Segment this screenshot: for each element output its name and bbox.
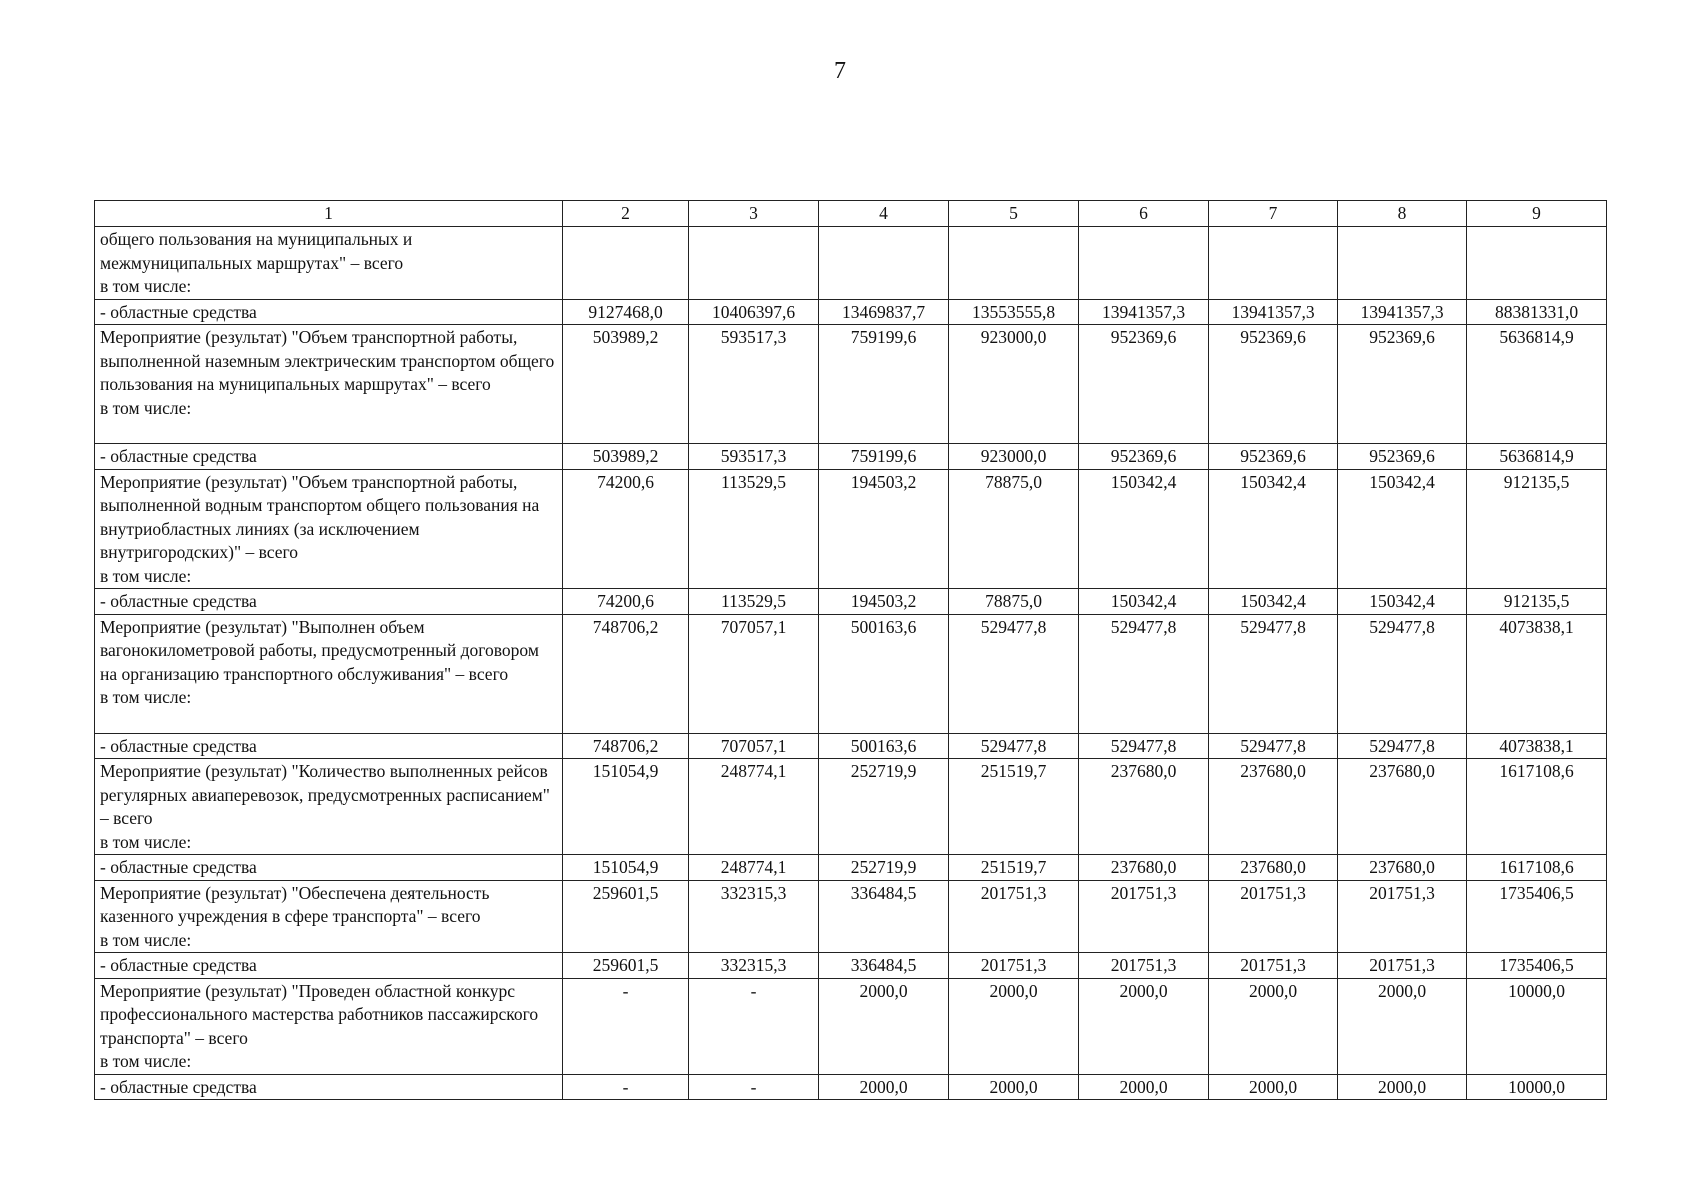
value-cell: 952369,6 [1079, 444, 1209, 470]
table-row-measure [95, 880, 1607, 953]
table-row-measure [95, 469, 1607, 589]
value-cell: 237680,0 [1338, 759, 1467, 855]
column-header: 9 [1467, 201, 1607, 227]
column-header: 5 [949, 201, 1079, 227]
value-cell [949, 227, 1079, 300]
value-cell: 912135,5 [1467, 589, 1607, 615]
value-cell: 952369,6 [1338, 444, 1467, 470]
value-cell: 529477,8 [949, 614, 1079, 733]
value-cell: 529477,8 [1209, 733, 1338, 759]
table-row-measure [95, 978, 1607, 1074]
value-cell: 503989,2 [563, 444, 689, 470]
value-cell: 201751,3 [1338, 880, 1467, 953]
value-cell [1467, 227, 1607, 300]
value-cell: 150342,4 [1209, 589, 1338, 615]
value-cell: 237680,0 [1209, 759, 1338, 855]
value-cell: 593517,3 [689, 325, 819, 444]
value-cell: 78875,0 [949, 589, 1079, 615]
value-cell: 707057,1 [689, 733, 819, 759]
value-cell: - [689, 978, 819, 1074]
table-row-regional-funds [95, 855, 1607, 881]
value-cell [819, 227, 949, 300]
value-cell: - [563, 1074, 689, 1100]
value-cell: 74200,6 [563, 469, 689, 589]
value-cell: 201751,3 [1209, 953, 1338, 979]
value-cell: 748706,2 [563, 733, 689, 759]
value-cell: 759199,6 [819, 444, 949, 470]
value-cell: 9127468,0 [563, 299, 689, 325]
value-cell: 1735406,5 [1467, 880, 1607, 953]
row-description: Мероприятие (результат) "Количество выполненных рейсов регулярных авиаперевозок, предусмотренных расписанием" – всего в том числе: [95, 759, 563, 855]
value-cell: 332315,3 [689, 953, 819, 979]
value-cell: 2000,0 [1209, 1074, 1338, 1100]
value-cell: 923000,0 [949, 325, 1079, 444]
value-cell: 529477,8 [949, 733, 1079, 759]
table-row-regional-funds [95, 299, 1607, 325]
value-cell: 5636814,9 [1467, 444, 1607, 470]
table-row-regional-funds [95, 589, 1607, 615]
value-cell: 201751,3 [1079, 953, 1209, 979]
table-row-regional-funds [95, 1074, 1607, 1100]
value-cell: 13553555,8 [949, 299, 1079, 325]
value-cell: 332315,3 [689, 880, 819, 953]
column-header: 3 [689, 201, 819, 227]
value-cell: 237680,0 [1338, 855, 1467, 881]
value-cell: 259601,5 [563, 953, 689, 979]
value-cell: 1617108,6 [1467, 855, 1607, 881]
value-cell: 2000,0 [949, 978, 1079, 1074]
value-cell: - [689, 1074, 819, 1100]
value-cell: 194503,2 [819, 589, 949, 615]
value-cell: 201751,3 [949, 880, 1079, 953]
column-header: 4 [819, 201, 949, 227]
value-cell: 2000,0 [819, 978, 949, 1074]
value-cell: 2000,0 [1338, 978, 1467, 1074]
value-cell: 529477,8 [1338, 733, 1467, 759]
value-cell: 707057,1 [689, 614, 819, 733]
value-cell: 503989,2 [563, 325, 689, 444]
value-cell: 10000,0 [1467, 1074, 1607, 1100]
value-cell: 113529,5 [689, 469, 819, 589]
column-header: 7 [1209, 201, 1338, 227]
value-cell: 500163,6 [819, 733, 949, 759]
table-row-regional-funds [95, 953, 1607, 979]
page-number: 7 [834, 58, 846, 84]
value-cell: 252719,9 [819, 855, 949, 881]
value-cell: 113529,5 [689, 589, 819, 615]
value-cell: 150342,4 [1338, 589, 1467, 615]
row-description: общего пользования на муниципальных и межмуниципальных маршрутах" – всего в том числе: [95, 227, 563, 300]
value-cell: 4073838,1 [1467, 733, 1607, 759]
value-cell: 1617108,6 [1467, 759, 1607, 855]
value-cell: 150342,4 [1209, 469, 1338, 589]
value-cell: 248774,1 [689, 759, 819, 855]
value-cell [1209, 227, 1338, 300]
column-header: 6 [1079, 201, 1209, 227]
value-cell: 748706,2 [563, 614, 689, 733]
value-cell: 151054,9 [563, 759, 689, 855]
column-header: 8 [1338, 201, 1467, 227]
value-cell: 259601,5 [563, 880, 689, 953]
value-cell: 952369,6 [1209, 325, 1338, 444]
value-cell: 2000,0 [949, 1074, 1079, 1100]
value-cell: 529477,8 [1338, 614, 1467, 733]
value-cell: 336484,5 [819, 953, 949, 979]
row-description: - областные средства [95, 299, 563, 325]
value-cell: 13469837,7 [819, 299, 949, 325]
value-cell [1079, 227, 1209, 300]
value-cell [689, 227, 819, 300]
value-cell: 201751,3 [1338, 953, 1467, 979]
table-row-measure [95, 227, 1607, 300]
value-cell: 251519,7 [949, 759, 1079, 855]
row-description: - областные средства [95, 589, 563, 615]
value-cell [1338, 227, 1467, 300]
value-cell: 5636814,9 [1467, 325, 1607, 444]
value-cell: 593517,3 [689, 444, 819, 470]
value-cell: 201751,3 [1079, 880, 1209, 953]
value-cell: 759199,6 [819, 325, 949, 444]
row-description: Мероприятие (результат) "Объем транспортной работы, выполненной водным транспортом общего пользования на внутриобластных линиях (за исключением внутригородских)" – всего в том числе: [95, 469, 563, 589]
value-cell: 88381331,0 [1467, 299, 1607, 325]
value-cell: 10406397,6 [689, 299, 819, 325]
value-cell: 2000,0 [1079, 978, 1209, 1074]
value-cell: 13941357,3 [1338, 299, 1467, 325]
table-header-row [95, 201, 1607, 227]
value-cell: 237680,0 [1209, 855, 1338, 881]
table-row-regional-funds [95, 444, 1607, 470]
table-row-measure [95, 759, 1607, 855]
value-cell: 2000,0 [1209, 978, 1338, 1074]
value-cell: 2000,0 [819, 1074, 949, 1100]
value-cell: 952369,6 [1209, 444, 1338, 470]
value-cell: 529477,8 [1079, 733, 1209, 759]
value-cell: 13941357,3 [1209, 299, 1338, 325]
row-description: - областные средства [95, 1074, 563, 1100]
value-cell: 952369,6 [1079, 325, 1209, 444]
row-description: - областные средства [95, 953, 563, 979]
value-cell: 952369,6 [1338, 325, 1467, 444]
table-row-regional-funds [95, 733, 1607, 759]
budget-table [94, 200, 1607, 1100]
value-cell: 201751,3 [1209, 880, 1338, 953]
value-cell: 201751,3 [949, 953, 1079, 979]
value-cell: 237680,0 [1079, 855, 1209, 881]
value-cell: 194503,2 [819, 469, 949, 589]
value-cell: 2000,0 [1079, 1074, 1209, 1100]
value-cell: 151054,9 [563, 855, 689, 881]
value-cell [563, 227, 689, 300]
value-cell: 912135,5 [1467, 469, 1607, 589]
column-header: 2 [563, 201, 689, 227]
value-cell: 1735406,5 [1467, 953, 1607, 979]
value-cell: 529477,8 [1209, 614, 1338, 733]
row-description: Мероприятие (результат) "Объем транспортной работы, выполненной наземным электрическим транспортом общего пользования на муниципальных маршрутах" – всего в том числе: [95, 325, 563, 444]
row-description: Мероприятие (результат) "Обеспечена деятельность казенного учреждения в сфере транспорта" – всего в том числе: [95, 880, 563, 953]
value-cell: 4073838,1 [1467, 614, 1607, 733]
value-cell: 13941357,3 [1079, 299, 1209, 325]
value-cell: 336484,5 [819, 880, 949, 953]
value-cell: 923000,0 [949, 444, 1079, 470]
value-cell: 500163,6 [819, 614, 949, 733]
table-row-measure [95, 325, 1607, 444]
row-description: - областные средства [95, 444, 563, 470]
table-row-measure [95, 614, 1607, 733]
value-cell: 529477,8 [1079, 614, 1209, 733]
value-cell: 150342,4 [1079, 589, 1209, 615]
value-cell: 2000,0 [1338, 1074, 1467, 1100]
row-description: - областные средства [95, 855, 563, 881]
value-cell: 237680,0 [1079, 759, 1209, 855]
value-cell: - [563, 978, 689, 1074]
value-cell: 252719,9 [819, 759, 949, 855]
value-cell: 150342,4 [1079, 469, 1209, 589]
value-cell: 251519,7 [949, 855, 1079, 881]
row-description: Мероприятие (результат) "Проведен областной конкурс профессионального мастерства работников пассажирского транспорта" – всего в том числе: [95, 978, 563, 1074]
value-cell: 78875,0 [949, 469, 1079, 589]
row-description: Мероприятие (результат) "Выполнен объем вагонокилометровой работы, предусмотренный договором на организацию транспортного обслуживания" – всего в том числе: [95, 614, 563, 733]
value-cell: 74200,6 [563, 589, 689, 615]
value-cell: 150342,4 [1338, 469, 1467, 589]
value-cell: 10000,0 [1467, 978, 1607, 1074]
column-header: 1 [95, 201, 563, 227]
value-cell: 248774,1 [689, 855, 819, 881]
row-description: - областные средства [95, 733, 563, 759]
